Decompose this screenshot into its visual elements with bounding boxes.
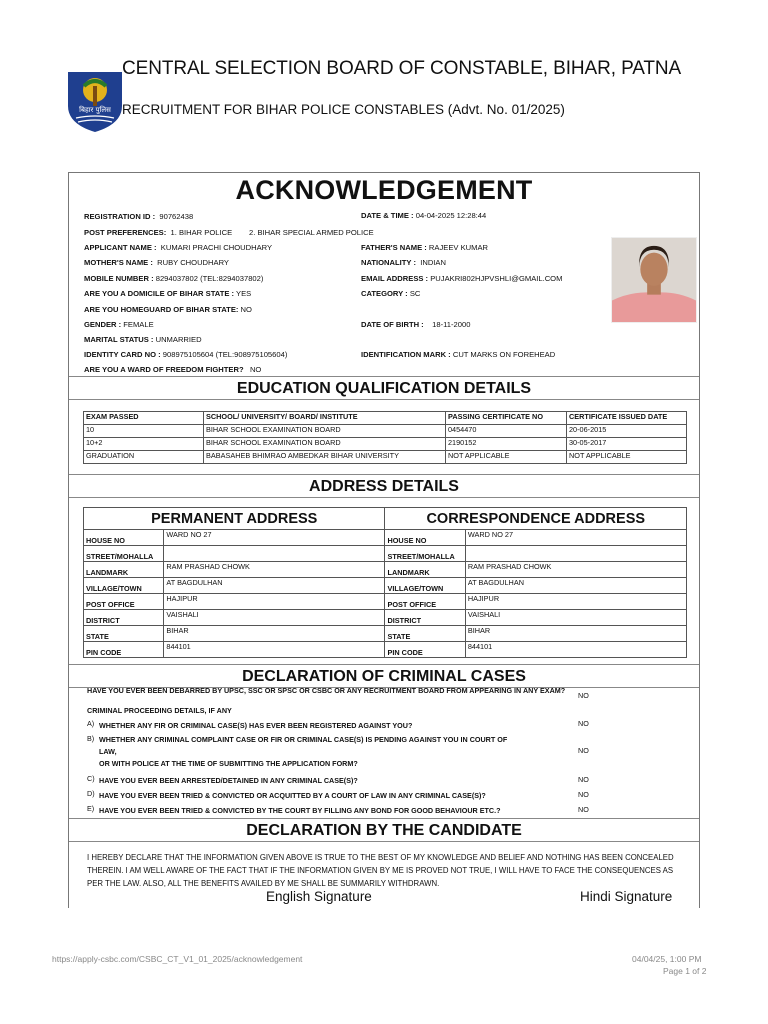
address-label: VILLAGE/TOWN xyxy=(385,578,465,594)
applicant-name-field: APPLICANT NAME : KUMARI PRACHI CHOUDHARY xyxy=(84,243,273,252)
answer-a: NO xyxy=(578,719,589,728)
cell: BIHAR SCHOOL EXAMINATION BOARD xyxy=(204,425,446,438)
address-label: STREET/MOHALLA xyxy=(385,546,465,562)
address-label: DISTRICT xyxy=(84,610,164,626)
address-section-title: ADDRESS DETAILS xyxy=(69,474,699,498)
document-header xyxy=(66,58,746,136)
letter-a: A) xyxy=(87,719,95,728)
dob-field: DATE OF BIRTH : 18-11-2000 xyxy=(361,320,471,329)
correspondence-value xyxy=(465,546,686,562)
permanent-value: VAISHALI xyxy=(164,610,385,626)
column-header: EXAM PASSED xyxy=(84,412,204,425)
debarred-question: HAVE YOU EVER BEEN DEBARRED BY UPSC, SSC OR SPSC OR CSBC OR ANY RECRUITMENT BOARD FROM APPEARING IN ANY EXAM? xyxy=(87,686,566,695)
cell: GRADUATION xyxy=(84,451,204,464)
cell: 10+2 xyxy=(84,438,204,451)
answer-d: NO xyxy=(578,790,589,799)
education-section-title: EDUCATION QUALIFICATION DETAILS xyxy=(69,376,699,400)
question-b-line3: OR WITH POLICE AT THE TIME OF SUBMITTING THE APPLICATION FORM? xyxy=(99,759,358,768)
hindi-signature-label: Hindi Signature xyxy=(580,889,673,904)
correspondence-value: VAISHALI xyxy=(465,610,686,626)
category-field: CATEGORY : SC xyxy=(361,289,421,298)
table-row xyxy=(84,451,687,464)
cell: BABASAHEB BHIMRAO AMBEDKAR BIHAR UNIVERSITY xyxy=(204,451,446,464)
table-row xyxy=(84,425,687,438)
letter-d: D) xyxy=(87,789,95,798)
address-label: HOUSE NO xyxy=(385,530,465,546)
address-table xyxy=(83,507,687,658)
table-header-row xyxy=(84,412,687,425)
permanent-value: AT BAGDULHAN xyxy=(164,578,385,594)
table-row xyxy=(84,562,687,578)
gender-field: GENDER : FEMALE xyxy=(84,320,154,329)
criminal-cases-section-title: DECLARATION OF CRIMINAL CASES xyxy=(69,664,699,688)
correspondence-value: HAJIPUR xyxy=(465,594,686,610)
permanent-value: RAM PRASHAD CHOWK xyxy=(164,562,385,578)
answer-b: NO xyxy=(578,746,589,755)
mother-name-field: MOTHER'S NAME : RUBY CHOUDHARY xyxy=(84,258,229,267)
permanent-value: WARD NO 27 xyxy=(164,530,385,546)
print-datetime: 04/04/25, 1:00 PM xyxy=(632,954,702,964)
column-header: PASSING CERTIFICATE NO xyxy=(446,412,567,425)
permanent-value: 844101 xyxy=(164,642,385,658)
cell: 0454470 xyxy=(446,425,567,438)
freedom-fighter-field: ARE YOU A WARD OF FREEDOM FIGHTER? NO xyxy=(84,365,262,374)
mobile-field: MOBILE NUMBER : 8294037802 (TEL:8294037802) xyxy=(84,274,264,283)
correspondence-value: AT BAGDULHAN xyxy=(465,578,686,594)
table-row xyxy=(84,626,687,642)
marital-status-field: MARITAL STATUS : UNMARRIED xyxy=(84,335,202,344)
correspondence-value: RAM PRASHAD CHOWK xyxy=(465,562,686,578)
question-c: HAVE YOU EVER BEEN ARRESTED/DETAINED IN ANY CRIMINAL CASE(S)? xyxy=(99,776,358,785)
domicile-field: ARE YOU A DOMICILE OF BIHAR STATE : YES xyxy=(84,289,252,298)
nationality-field: NATIONALITY : INDIAN xyxy=(361,258,446,267)
address-label: LANDMARK xyxy=(84,562,164,578)
table-row xyxy=(84,610,687,626)
acknowledgement-title: ACKNOWLEDGEMENT xyxy=(235,175,533,205)
father-name-field: FATHER'S NAME : RAJEEV KUMAR xyxy=(361,243,488,252)
bihar-police-emblem-icon xyxy=(66,68,124,134)
english-signature-label: English Signature xyxy=(266,889,372,904)
cell: 30-05-2017 xyxy=(567,438,687,451)
post-preferences-field: POST PREFERENCES: 1. BIHAR POLICE 2. BIHAR SPECIAL ARMED POLICE xyxy=(84,228,374,237)
letter-b: B) xyxy=(87,734,95,743)
cell: 2190152 xyxy=(446,438,567,451)
identification-mark-field: IDENTIFICATION MARK : CUT MARKS ON FOREHEAD xyxy=(361,350,556,359)
cell: NOT APPLICABLE xyxy=(446,451,567,464)
page-number: Page 1 of 2 xyxy=(663,966,707,976)
question-a: WHETHER ANY FIR OR CRIMINAL CASE(S) HAS EVER BEEN REGISTERED AGAINST YOU? xyxy=(99,721,413,730)
letter-c: C) xyxy=(87,774,95,783)
acknowledgement-frame xyxy=(68,172,700,908)
table-row xyxy=(84,642,687,658)
candidate-declaration-title: DECLARATION BY THE CANDIDATE xyxy=(69,818,699,842)
cell: 10 xyxy=(84,425,204,438)
board-title: CENTRAL SELECTION BOARD OF CONSTABLE, BIHAR, PATNA xyxy=(122,58,682,79)
address-label: STATE xyxy=(385,626,465,642)
address-label: PIN CODE xyxy=(385,642,465,658)
permanent-value: BIHAR xyxy=(164,626,385,642)
identity-card-field: IDENTITY CARD NO : 908975105604 (TEL:908975105604) xyxy=(84,350,288,359)
question-b-line2: LAW, xyxy=(99,747,117,756)
page-url: https://apply-csbc.com/CSBC_CT_V1_01_2025/acknowledgement xyxy=(52,954,303,964)
email-field: EMAIL ADDRESS : PUJAKRI802HJPVSHLI@GMAIL.COM xyxy=(361,274,563,283)
answer-e: NO xyxy=(578,805,589,814)
table-row xyxy=(84,438,687,451)
datetime-field: DATE & TIME : 04-04-2025 12:28:44 xyxy=(361,211,487,220)
correspondence-value: WARD NO 27 xyxy=(465,530,686,546)
address-label: HOUSE NO xyxy=(84,530,164,546)
logo-text: बिहार पुलिस xyxy=(79,106,111,114)
table-row xyxy=(84,594,687,610)
question-b-line1: WHETHER ANY CRIMINAL COMPLAINT CASE OR FIR OR CRIMINAL CASE(S) IS PENDING AGAINST YOU IN COURT OF xyxy=(99,735,508,744)
table-row xyxy=(84,546,687,562)
address-label: VILLAGE/TOWN xyxy=(84,578,164,594)
column-header: CERTIFICATE ISSUED DATE xyxy=(567,412,687,425)
column-header: SCHOOL/ UNIVERSITY/ BOARD/ INSTITUTE xyxy=(204,412,446,425)
address-label: POST OFFICE xyxy=(385,594,465,610)
declaration-text: I HEREBY DECLARE THAT THE INFORMATION GIVEN ABOVE IS TRUE TO THE BEST OF MY KNOWLEDGE AND BELIEF AND NOTHING HAS BEEN CONCEALED THEREIN. I AM WELL AWARE OF THE FACT THAT IF THE INFORMATION GIVEN BY ME IS PROVED NOT TRUE, I WILL HAVE TO FACE THE CONSEQUENCES AS PER THE LAW. ALSO, ALL THE BENEFITS AVAILED BY ME SHALL BE SUMMARILY WITHDRAWN. xyxy=(87,853,674,888)
applicant-photo xyxy=(611,237,697,323)
table-row xyxy=(84,578,687,594)
education-table xyxy=(83,411,687,464)
table-row xyxy=(84,530,687,546)
recruitment-subtitle: RECRUITMENT FOR BIHAR POLICE CONSTABLES (Advt. No. 01/2025) xyxy=(122,102,565,117)
address-label: POST OFFICE xyxy=(84,594,164,610)
permanent-value: HAJIPUR xyxy=(164,594,385,610)
correspondence-value: BIHAR xyxy=(465,626,686,642)
cell: NOT APPLICABLE xyxy=(567,451,687,464)
address-label: STATE xyxy=(84,626,164,642)
cell: BIHAR SCHOOL EXAMINATION BOARD xyxy=(204,438,446,451)
question-d: HAVE YOU EVER BEEN TRIED & CONVICTED OR ACQUITTED BY A COURT OF LAW IN ANY CRIMINAL CASE(S)? xyxy=(99,791,486,800)
correspondence-address-title: CORRESPONDENCE ADDRESS xyxy=(385,508,687,530)
address-label: DISTRICT xyxy=(385,610,465,626)
cell: 20-06-2015 xyxy=(567,425,687,438)
letter-e: E) xyxy=(87,804,95,813)
question-e: HAVE YOU EVER BEEN TRIED & CONVICTED BY THE COURT BY FILLING ANY BOND FOR GOOD BEHAVIOUR ETC.? xyxy=(99,806,501,815)
address-label: LANDMARK xyxy=(385,562,465,578)
registration-field: REGISTRATION ID : 90762438 xyxy=(84,212,194,221)
answer-c: NO xyxy=(578,775,589,784)
address-header-row xyxy=(84,508,687,530)
proceedings-label: CRIMINAL PROCEEDING DETAILS, IF ANY xyxy=(87,706,232,715)
homeguard-field: ARE YOU HOMEGUARD OF BIHAR STATE: NO xyxy=(84,305,252,314)
permanent-value xyxy=(164,546,385,562)
address-label: PIN CODE xyxy=(84,642,164,658)
correspondence-value: 844101 xyxy=(465,642,686,658)
permanent-address-title: PERMANENT ADDRESS xyxy=(84,508,385,530)
address-label: STREET/MOHALLA xyxy=(84,546,164,562)
debarred-answer: NO xyxy=(578,691,589,700)
